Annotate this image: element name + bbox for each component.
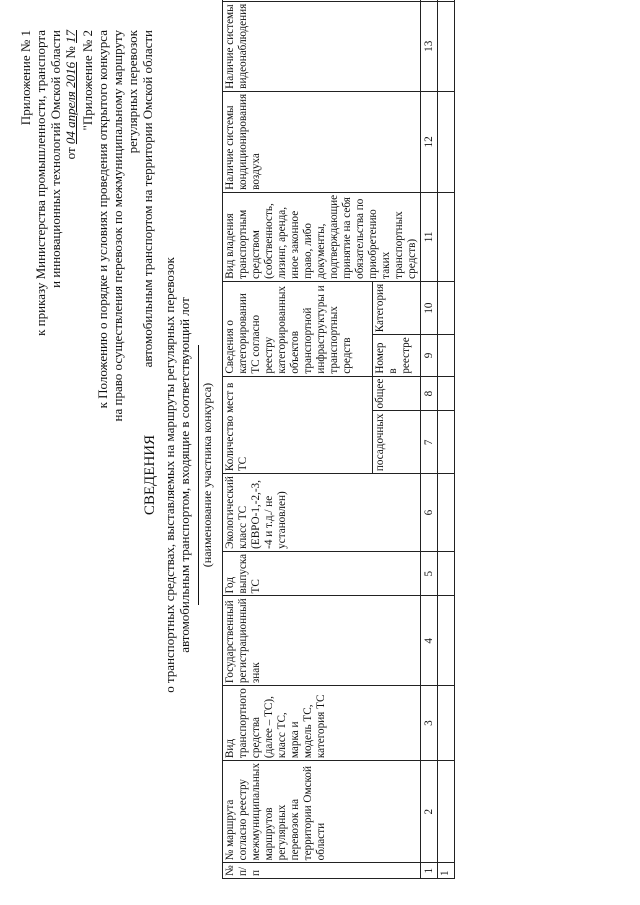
row-1-cell-13 [438,1,455,91]
header-cell-3: Вид транспортного средства (далее – ТС), класс ТС, марка и модель ТС, категория ТС [223,686,421,761]
col-num-1: 1 [421,863,438,879]
header-cell-4: Государственный регистрационный знак [223,596,421,686]
vehicles-table [222,0,455,879]
table-row [438,0,455,879]
row-1-cell-3 [438,686,455,761]
header-cell-6: Экологический класс ТС (ЕВРО-1,-2,-3, -4 и т.д./ не установлен) [223,474,421,552]
number-prefix: № [63,46,78,59]
col-num-6: 6 [421,474,438,552]
col-num-8: 8 [421,376,438,411]
subtitle-line-2: автомобильным транспортом, входящие в соответствующий лот [177,297,192,653]
col-num-9: 9 [421,335,438,376]
header-cell-5: Год выпуска ТС [223,551,421,596]
row-1-cell-7 [438,411,455,474]
appendix-1-ministry: и инновационных технологий Омской области [48,30,63,288]
participant-caption: (наименование участника конкурса) [198,345,215,605]
header-cell-12: Наличие системы кондиционирования воздуха [223,91,421,192]
handwritten-date: 04 апреля 2016 [63,61,78,145]
header-cell-2: № маршрута согласно реестру межмуниципальных маршрутов регулярных перевозок на территории Омской области [223,761,421,863]
row-1-cell-5 [438,551,455,596]
row-1-cell-9 [438,335,455,376]
header-cell-11: Вид владения транспортным средством (собственность, лизинг, аренда, иное законное право, либо документы, подтверждающие принятие на себя обязательства по приобретению таких транспортных средств) [223,192,421,281]
header-row-1 [223,0,373,879]
handwritten-number: 17 [63,30,78,43]
col-num-13: 13 [421,1,438,91]
row-1-cell-6 [438,474,455,552]
col-num-14 [421,0,438,1]
col-num-5: 5 [421,551,438,596]
row-1-cell-1: 1 [438,863,455,879]
appendix-2-title: "Приложение № 2 [80,30,95,131]
header-cell-13: Наличие системы видеонаблюдения [223,1,421,91]
col-num-3: 3 [421,686,438,761]
row-1-cell-8 [438,376,455,411]
col-num-7: 7 [421,411,438,474]
row-1-cell-14 [438,0,455,1]
col-num-10: 10 [421,281,438,334]
column-number-row [421,0,438,879]
header-cell-categorization: Сведения о категорировании ТС согласно реестру категорированных объектов транспортной инфраструктуры и транспортных средств [223,281,373,376]
row-1-cell-2 [438,761,455,863]
appendix-2-line4: автомобильным транспортом на территории Омской области [140,30,155,368]
subtitle-line-1: о транспортных средствах, выставляемых на маршруты регулярных перевозок [162,257,177,693]
header-cell-14 [223,0,421,1]
appendix-1-order: к приказу Министерства промышленности, транспорта [33,30,48,336]
appendix-2-line3: на право осуществления перевозок по межмуниципальному маршруту регулярных перевозок [110,30,140,422]
col-num-4: 4 [421,596,438,686]
appendix-1-block [18,30,78,385]
appendix-2-line2: к Положению о порядке и условиях проведения открытого конкурса [95,30,110,409]
row-1-cell-10 [438,281,455,334]
row-1-cell-12 [438,91,455,192]
header-cell-8: общее [373,376,421,411]
appendix-1-date-line [63,30,78,385]
document-subtitle [162,105,192,845]
col-num-12: 12 [421,91,438,192]
row-1-cell-4 [438,596,455,686]
appendix-1-title: Приложение № 1 [18,30,33,126]
col-num-2: 2 [421,761,438,863]
col-num-11: 11 [421,192,438,281]
header-cell-10: Категория [373,281,421,334]
header-cell-seats: Количество мест в ТС [223,376,373,474]
row-1-cell-11 [438,192,455,281]
header-cell-7: посадочных [373,411,421,474]
header-cell-9: Номер в реестре [373,335,421,376]
date-prefix: от [63,147,78,160]
header-cell-1: № п/п [223,863,421,879]
document-title: СВЕДЕНИЯ [142,434,158,516]
